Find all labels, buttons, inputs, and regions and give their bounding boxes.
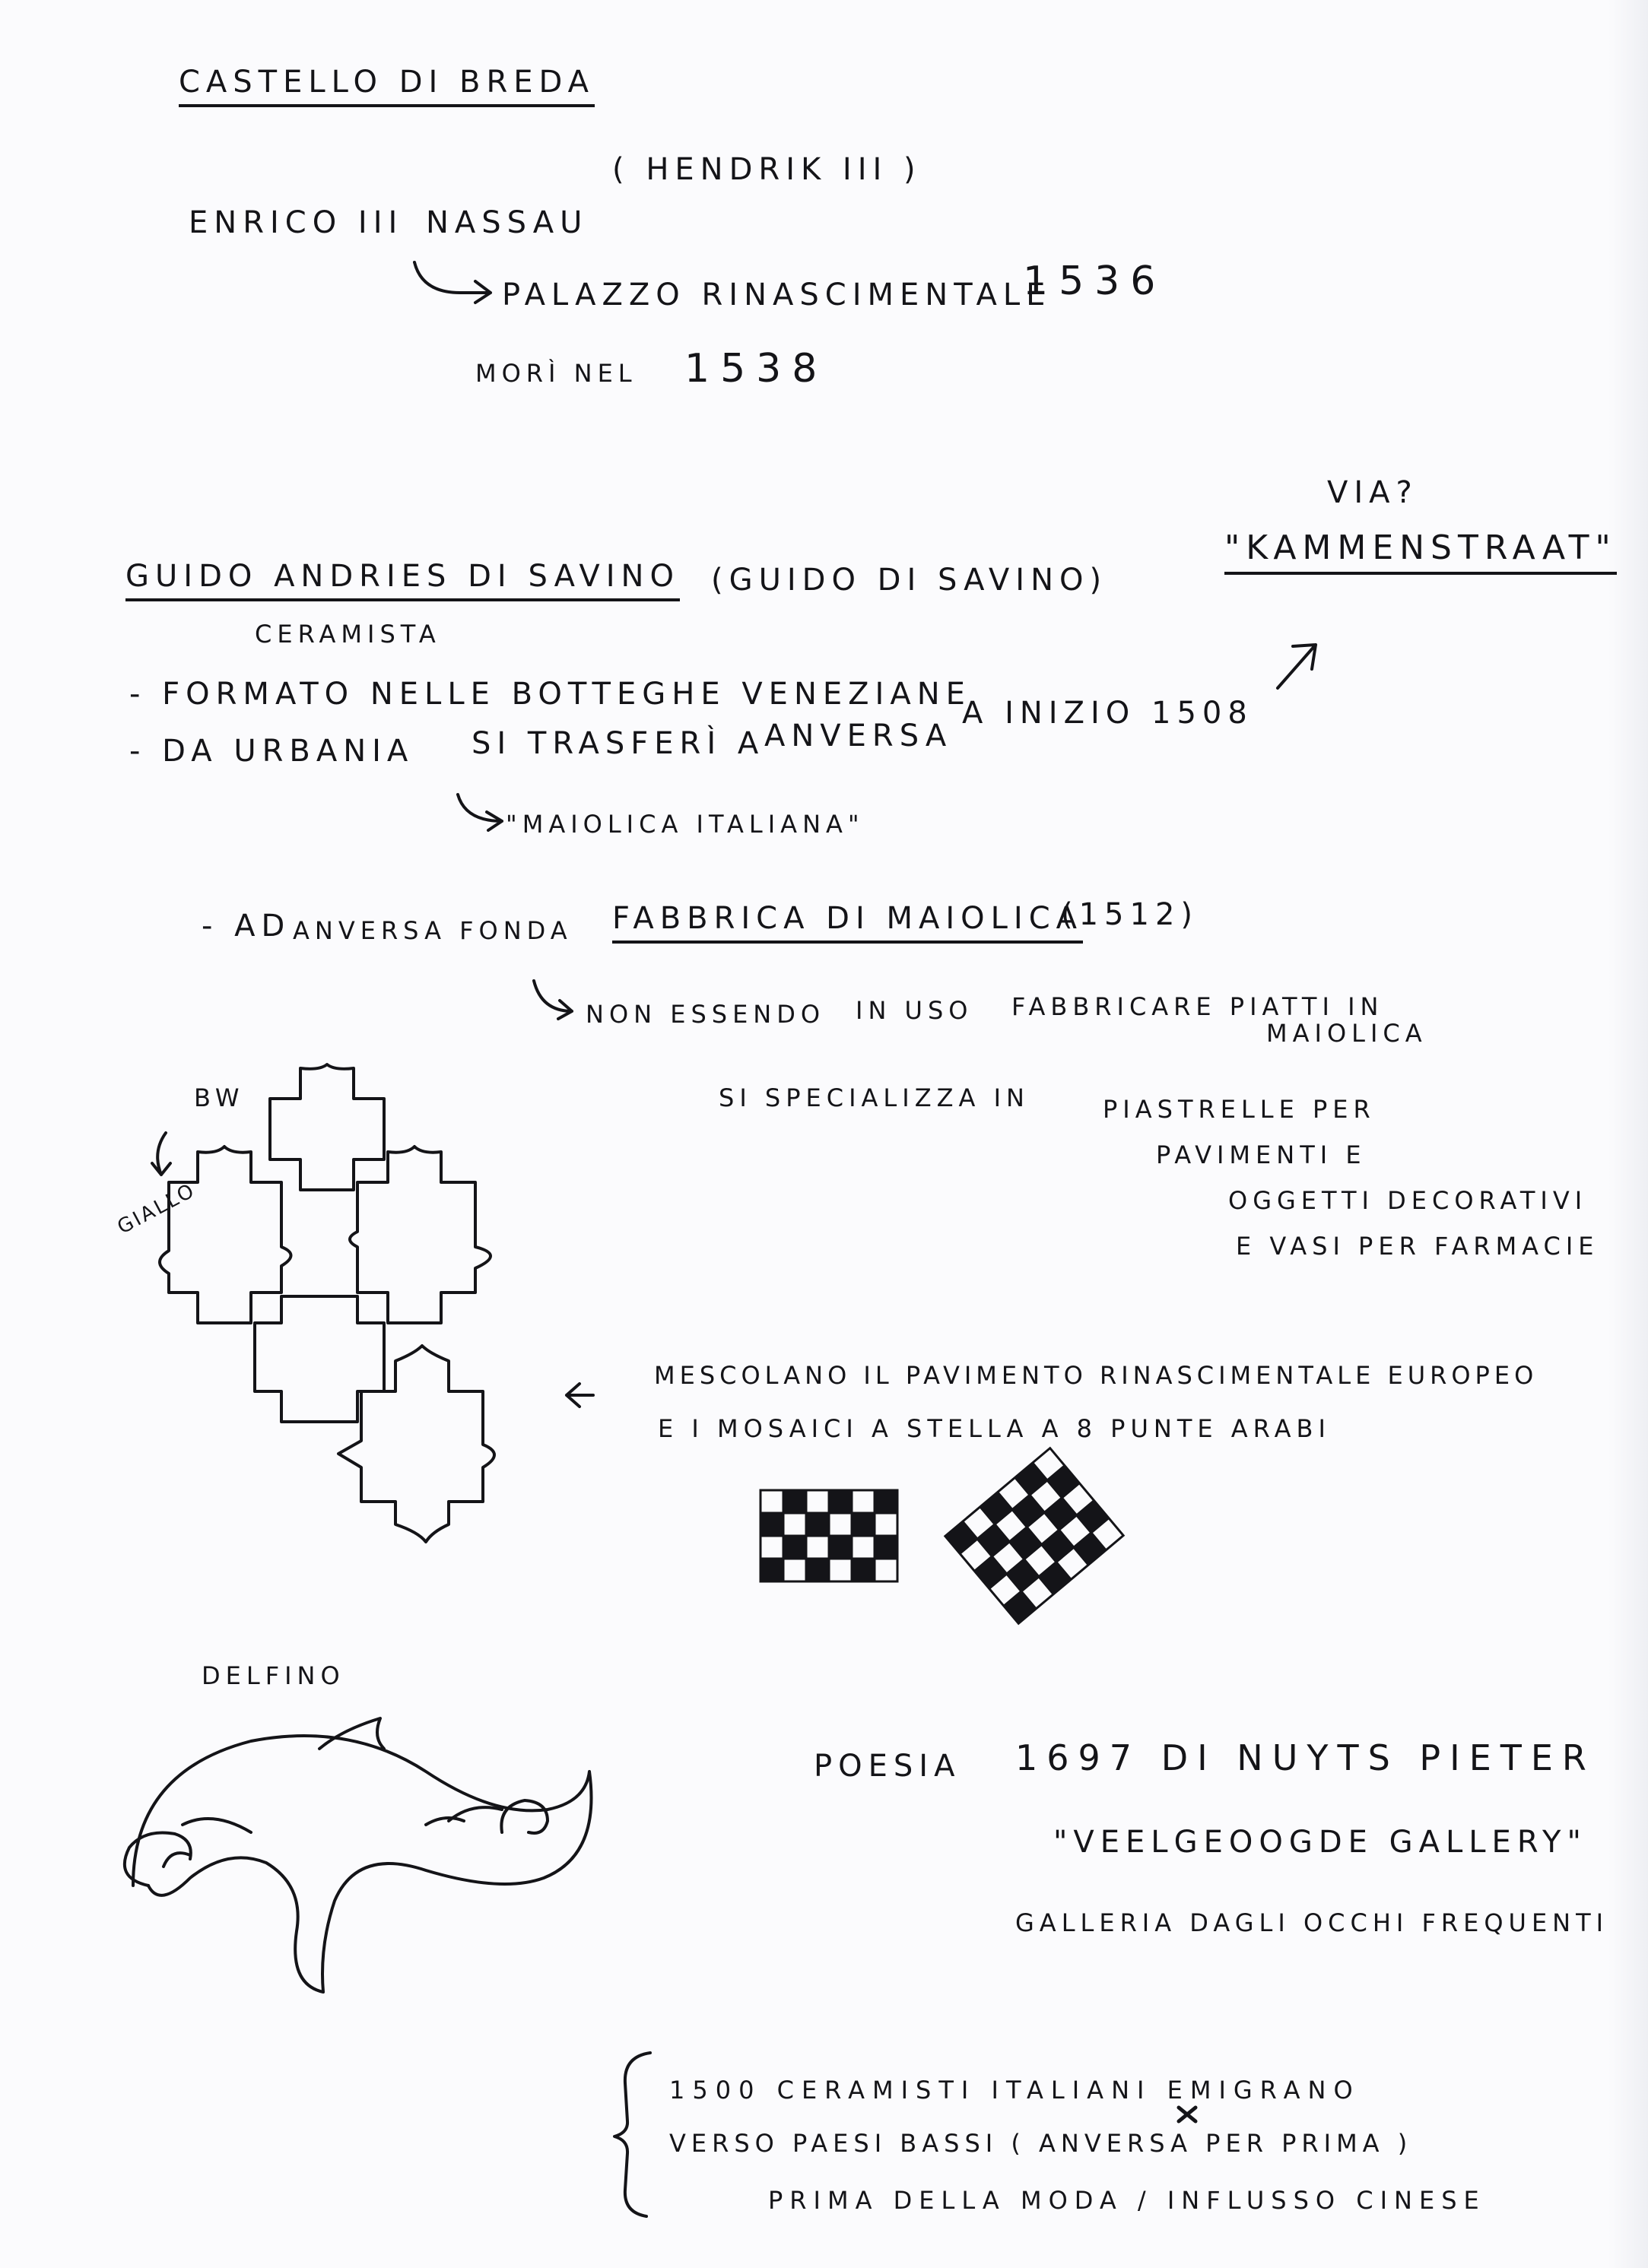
dolphin-sketch [125,1718,592,1992]
note-a-inizio: A INIZIO 1508 [962,696,1253,731]
arrow-to-kammenstraat-icon [1278,645,1316,688]
note-giallo: GIALLO [113,1178,200,1239]
note-piastrelle: PIASTRELLE PER [1103,1095,1376,1124]
note-hendrik: ( HENDRIK III ) [612,152,922,187]
note-via-question: VIA? [1327,475,1418,510]
arrow-left-icon [567,1384,593,1407]
arrow-giallo-icon [152,1133,170,1175]
note-year-1512: (1512) [1061,897,1199,932]
arrow-to-non-essendo-icon [534,981,572,1019]
note-maiolica-italiana: "MAIOLICA ITALIANA" [506,810,865,839]
note-mescolano-line1: MESCOLANO IL PAVIMENTO RINASCIMENTALE EUROPEO [654,1361,1538,1390]
note-kammenstraat: "KAMMENSTRAAT" [1224,528,1617,575]
tile-pattern-sketch [160,1064,494,1542]
note-ceramista: CERAMISTA [255,620,441,649]
note-nassau: NASSAU [426,205,589,240]
note-non-essendo: NON ESSENDO [586,1000,826,1029]
note-footer-line3: PRIMA DELLA MODA / INFLUSSO CINESE [768,2186,1486,2215]
note-in-uso: IN USO [856,996,973,1025]
note-da-urbania: - DA URBANIA [129,734,414,769]
note-poesia: POESIA [814,1749,961,1784]
note-mescolano-line2: E I MOSAICI A STELLA A 8 PUNTE ARABI [658,1414,1331,1443]
note-poesia-year: 1697 DI NUYTS PIETER [1015,1737,1596,1778]
note-anversa-fonda: ANVERSA FONDA [293,916,573,945]
note-formato: - FORMATO NELLE BOTTEGHE VENEZIANE [129,677,971,712]
note-year-1536: 1536 [1023,259,1167,304]
checkerboard-sketch-rotated [945,1448,1123,1624]
note-fabbrica: FABBRICA DI MAIOLICA [612,901,1083,944]
footer-brace-icon [614,2053,650,2216]
arrow-to-palazzo-icon [414,262,491,303]
note-galleria: GALLERIA DAGLI OCCHI FREQUENTI [1015,1908,1609,1937]
note-bw: BW [194,1083,245,1112]
arrow-to-maiolica-italiana-icon [458,795,502,830]
note-ad: - AD [202,909,291,944]
note-title: CASTELLO DI BREDA [179,65,595,107]
checkerboard-sketch-straight [760,1490,897,1581]
note-maiolica: MAIOLICA [1266,1019,1427,1048]
note-enrico: ENRICO III [189,205,404,240]
note-delfino: DELFINO [202,1661,345,1690]
page-edge-shadow [1608,0,1648,2268]
note-vasi: E VASI PER FARMACIE [1236,1232,1599,1261]
note-pavimenti: PAVIMENTI E [1156,1140,1367,1169]
note-guido-alt: (GUIDO DI SAVINO) [711,563,1108,598]
note-mori: MORÌ NEL [475,359,637,388]
note-si-specializza: SI SPECIALIZZA IN [719,1083,1030,1112]
note-oggetti: OGGETTI DECORATIVI [1228,1186,1588,1215]
note-footer-line1: 1500 CERAMISTI ITALIANI EMIGRANO [669,2076,1361,2105]
note-anversa: ANVERSA [764,718,953,753]
note-si-trasferi: SI TRASFERÌ A [472,726,765,761]
note-palazzo: PALAZZO RINASCIMENTALE [502,278,1052,312]
note-veelgeoogde: "VEELGEOOGDE GALLERY" [1053,1825,1587,1860]
note-footer-line2: VERSO PAESI BASSI ( ANVERSA PER PRIMA ) [669,2129,1413,2158]
note-year-1538: 1538 [684,346,828,392]
note-guido-name: GUIDO ANDRIES DI SAVINO [125,559,680,601]
note-fabbricare: FABBRICARE PIATTI IN [1011,992,1384,1021]
